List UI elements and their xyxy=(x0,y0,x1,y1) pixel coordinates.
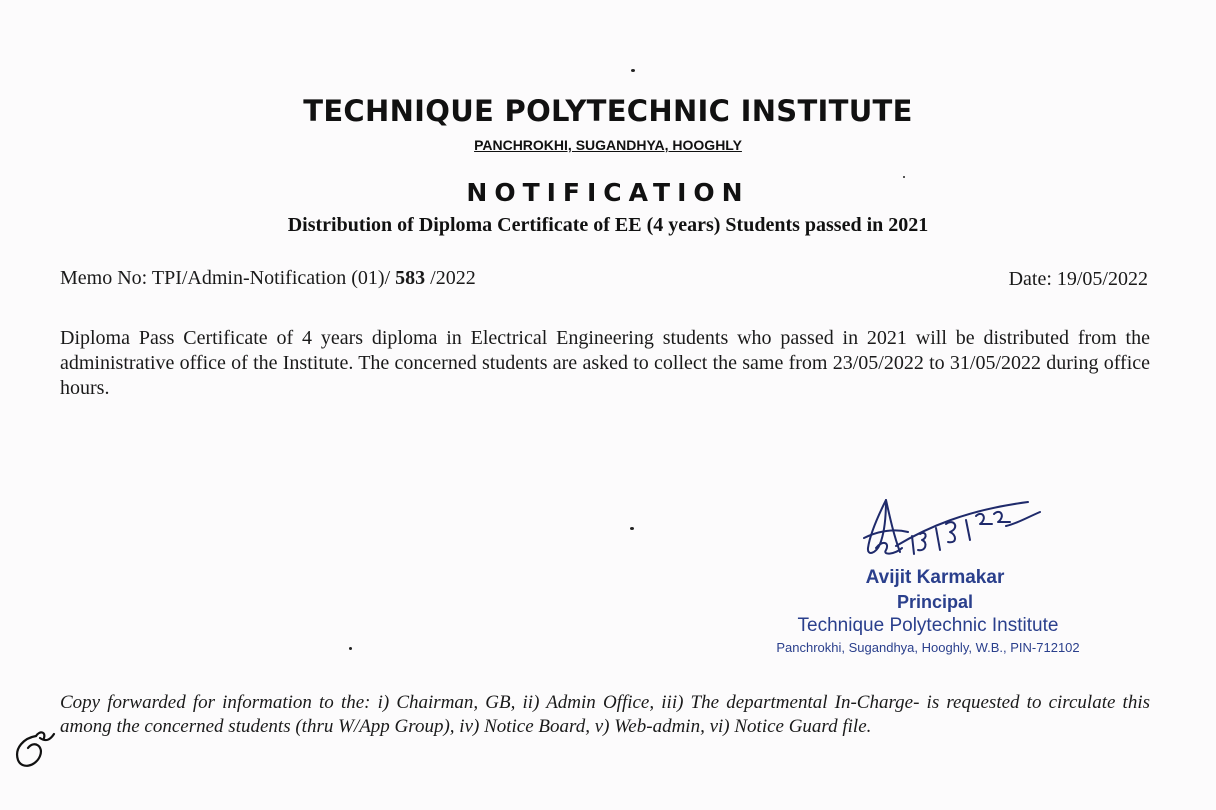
copy-forwarded-note: Copy forwarded for information to the: i) Chairman, GB, ii) Admin Office, iii) The departmental In-Charge- is requested to circulate this among the concerned students (thru W/App Group), iv) Notice Board, v) Web-admin, vi) Notice Guard file. xyxy=(60,692,1150,737)
memo-suffix: /2022 xyxy=(425,267,476,289)
memo-serial: 583 xyxy=(395,267,426,289)
scan-speck xyxy=(349,647,352,650)
signatory-name: Avijit Karmakar xyxy=(865,567,1005,588)
signatory-stamp xyxy=(740,566,1110,658)
memo-number xyxy=(60,267,476,290)
signatory-address: Panchrokhi, Sugandhya, Hooghly, W.B., PIN-712102 xyxy=(776,640,1080,655)
memo-prefix: Memo No: TPI/Admin-Notification (01)/ xyxy=(60,267,396,289)
handwritten-initial xyxy=(6,718,62,774)
notification-subject: Distribution of Diploma Certificate of EE (4 years) Students passed in 2021 xyxy=(287,214,929,236)
notification-body: Diploma Pass Certificate of 4 years diploma in Electrical Engineering students who passed in 2021 will be distributed from the administrative office of the Institute. The concerned students are asked to collect the same from 23/05/2022 to 31/05/2022 during office hours. xyxy=(60,327,1150,399)
signatory-designation: Principal xyxy=(896,592,974,612)
principal-signature xyxy=(856,488,1046,568)
institute-address: PANCHROKHI, SUGANDHYA, HOOGHLY xyxy=(474,137,742,153)
notification-title: NOTIFICATION xyxy=(466,178,750,207)
institute-name: TECHNIQUE POLYTECHNIC INSTITUTE xyxy=(303,94,913,128)
signatory-institute: Technique Polytechnic Institute xyxy=(797,615,1059,636)
memo-date: Date: 19/05/2022 xyxy=(1008,268,1148,290)
scan-speck xyxy=(631,69,635,72)
scan-speck xyxy=(630,527,634,530)
